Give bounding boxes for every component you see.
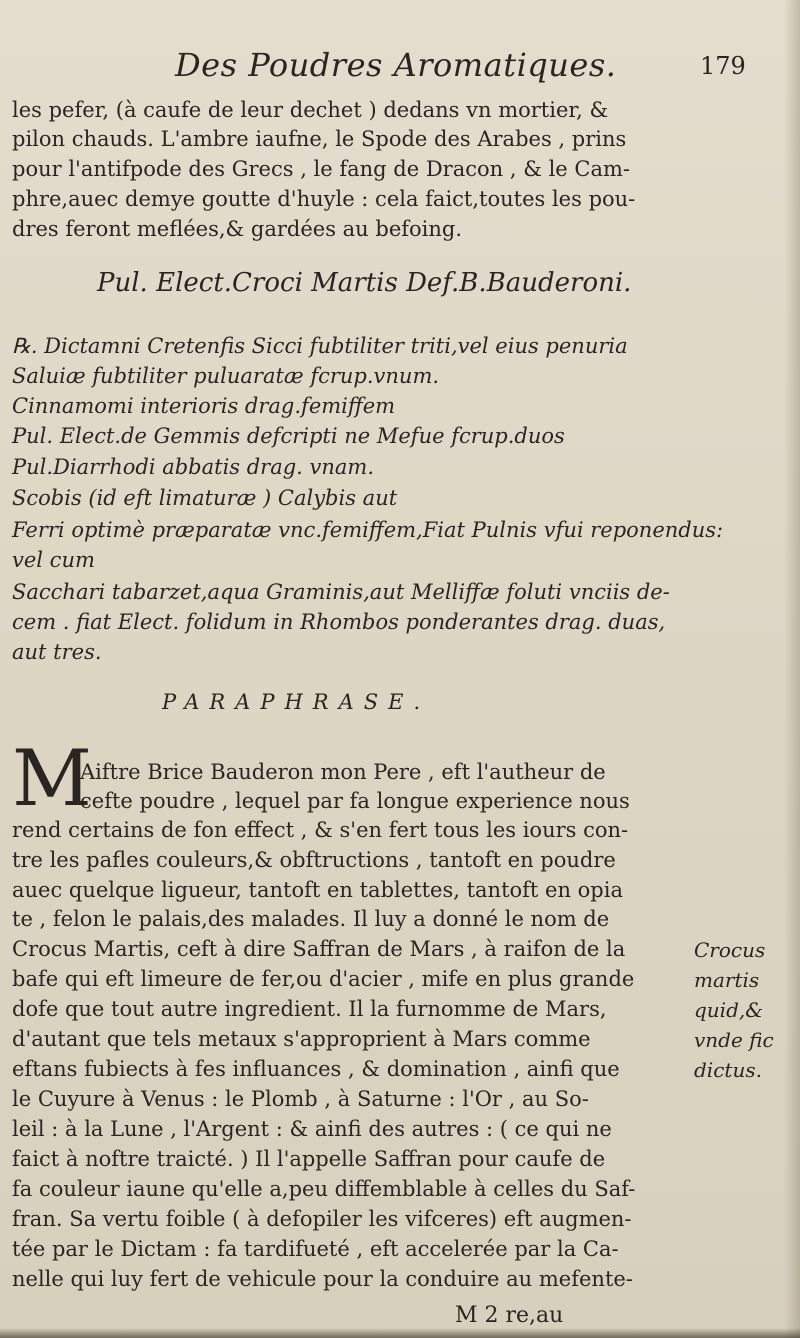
recipe-line: vel cum (12, 548, 95, 572)
page-edge-shadow (784, 0, 800, 1338)
recipe-line: Saluiæ fubtiliter puluaratæ fcrup.vnum. (12, 364, 440, 388)
margin-note: martis (694, 968, 760, 992)
intro-line: les pefer, (à caufe de leur dechet ) dedans vn mortier, & (12, 98, 609, 122)
body-line: Aiftre Brice Bauderon mon Pere , eft l'autheur de (80, 760, 606, 784)
recipe-line: Pul. Elect.de Gemmis defcripti ne Mefue fcrup.duos (12, 424, 565, 448)
body-line: leil : à la Lune , l'Argent : & ainfi des autres : ( ce qui ne (12, 1117, 612, 1141)
body-line: auec quelque ligueur, tantoft en tablettes, tantoft en opia (12, 878, 623, 902)
body-line: fa couleur iaune qu'elle a,peu diffemblable à celles du Saf- (12, 1177, 636, 1201)
paraphrase-heading: PARAPHRASE. (162, 690, 431, 714)
body-line: tre les pafles couleurs,& obftructions , tantoft en poudre (12, 848, 616, 872)
page-number: 179 (700, 52, 746, 80)
body-line: le Cuyure à Venus : le Plomb , à Saturne : l'Or , au So- (12, 1087, 589, 1111)
margin-note: vnde fic (694, 1028, 774, 1052)
intro-line: dres feront meflées,& gardées au befoing. (12, 217, 463, 241)
intro-line: phre,auec demye goutte d'huyle : cela faict,toutes les pou- (12, 187, 636, 211)
margin-note: quid,& (694, 998, 764, 1022)
body-line: eftans fubiects à fes influances , & domination , ainfi que (12, 1057, 620, 1081)
body-line: faict à noftre traicté. ) Il l'appelle Saffran pour caufe de (12, 1147, 606, 1171)
recipe-line: Sacchari tabarzet,aqua Graminis,aut Melliffæ foluti vnciis de- (12, 580, 670, 604)
running-head: Des Poudres Aromatiques. (175, 46, 617, 84)
body-line: te , felon le palais,des malades. Il luy a donné le nom de (12, 907, 610, 931)
body-line: cefte poudre , lequel par fa longue experience nous (80, 789, 630, 813)
recipe-line: Cinnamomi interioris drag.femiffem (12, 394, 396, 418)
body-line: tée par le Dictam : fa tardifueté , eft accelerée par la Ca- (12, 1237, 619, 1261)
body-line: rend certains de fon effect , & s'en fert tous les iours con- (12, 818, 629, 842)
body-line: fran. Sa vertu foible ( à defopiler les vifceres) eft augmen- (12, 1207, 632, 1231)
page-bottom-shadow (0, 1328, 800, 1338)
body-line: nelle qui luy fert de vehicule pour la conduire au mefente- (12, 1267, 633, 1291)
signature-mark: M 2 re,au (455, 1303, 564, 1328)
body-line: dofe que tout autre ingredient. Il la furnomme de Mars, (12, 997, 607, 1021)
intro-line: pilon chauds. L'ambre iaufne, le Spode des Arabes , prins (12, 127, 627, 151)
body-line: Crocus Martis, ceft à dire Saffran de Mars , à raifon de la (12, 937, 626, 961)
recipe-line: aut tres. (12, 640, 102, 664)
intro-line: pour l'antifpode des Grecs , le fang de Dracon , & le Cam- (12, 157, 630, 181)
margin-note: Crocus (694, 938, 766, 962)
recipe-line: Ferri optimè præparatæ vnc.femiffem,Fiat Pulnis vfui reponendus: (12, 518, 724, 542)
recipe-line: Scobis (id eft limaturæ ) Calybis aut (12, 486, 398, 510)
page-header (0, 46, 800, 86)
recipe-line: ℞. Dictamni Cretenfis Sicci fubtiliter triti,vel eius penuria (12, 334, 628, 358)
recipe-line: Pul.Diarrhodi abbatis drag. vnam. (12, 455, 375, 479)
drop-cap: M (12, 734, 92, 824)
recipe-line: cem . fiat Elect. folidum in Rhombos ponderantes drag. duas, (12, 610, 666, 634)
margin-note: dictus. (694, 1058, 762, 1082)
body-line: bafe qui eft limeure de fer,ou d'acier , mife en plus grande (12, 967, 635, 991)
recipe-title: Pul. Elect.Croci Martis Def.B.Bauderoni. (97, 268, 632, 298)
body-line: d'autant que tels metaux s'approprient à Mars comme (12, 1027, 591, 1051)
